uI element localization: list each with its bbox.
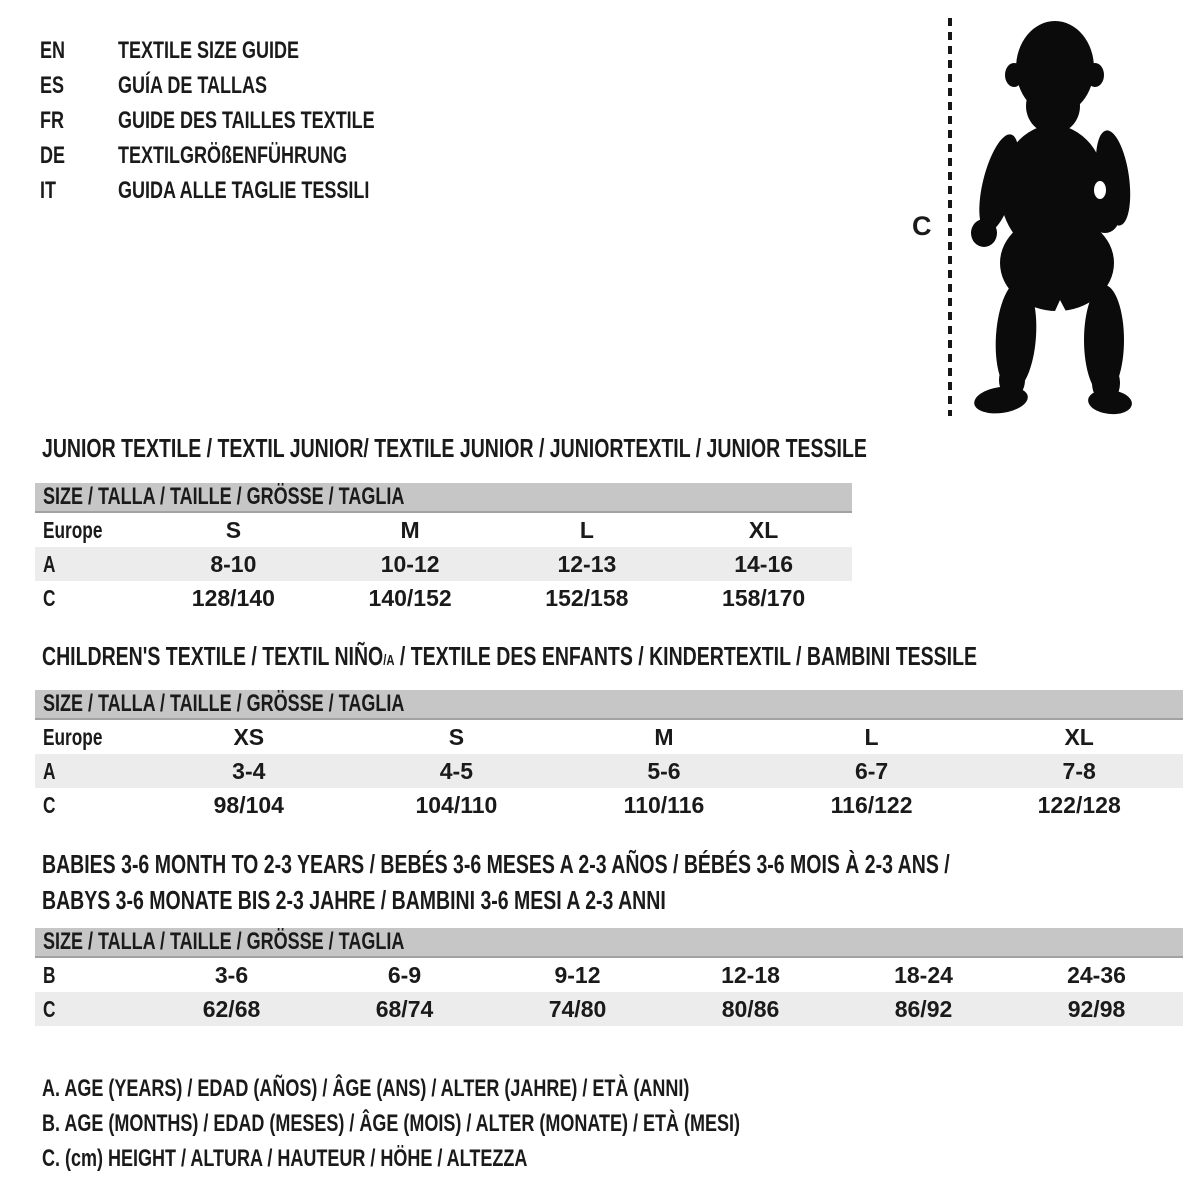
height-value: 110/116 xyxy=(623,792,705,818)
age-value: 3-6 xyxy=(214,962,249,988)
language-code: FR xyxy=(40,107,64,134)
size-value: M xyxy=(654,724,674,750)
height-value: 86/92 xyxy=(894,996,953,1022)
height-value: 74/80 xyxy=(548,996,607,1022)
table-row-height xyxy=(35,788,1183,822)
table-row-europe xyxy=(35,720,1183,754)
age-value: 6-9 xyxy=(387,962,422,988)
age-value: 5-6 xyxy=(647,758,681,784)
age-value: 12-13 xyxy=(557,551,617,577)
height-value: 152/158 xyxy=(545,585,629,611)
table-row-europe xyxy=(35,513,852,547)
language-code: EN xyxy=(40,37,66,64)
height-value: 140/152 xyxy=(368,585,452,611)
height-value: 104/110 xyxy=(415,792,498,818)
age-value: 12-18 xyxy=(721,962,780,988)
age-value: 9-12 xyxy=(554,962,601,988)
legend-age-months: B. AGE (MONTHS) / EDAD (MESES) / ÂGE (MOIS) / ALTER (MONATE) / ETÀ (MESI) xyxy=(42,1110,740,1137)
legend-height-cm: C. (cm) HEIGHT / ALTURA / HAUTEUR / HÖHE / ALTEZZA xyxy=(42,1145,528,1172)
height-dashed-line xyxy=(948,18,952,416)
age-value: 7-8 xyxy=(1062,758,1096,784)
language-code: DE xyxy=(40,142,66,169)
row-label: A xyxy=(43,758,56,784)
age-value: 10-12 xyxy=(380,551,440,577)
table-row-age xyxy=(35,547,852,581)
age-value: 4-5 xyxy=(439,758,474,784)
size-value: S xyxy=(448,724,465,750)
table-row-age-months xyxy=(35,958,1183,992)
legend xyxy=(42,1071,973,1176)
age-value: 24-36 xyxy=(1067,962,1126,988)
row-label: A xyxy=(43,551,56,577)
table-row-height xyxy=(35,581,852,615)
language-row xyxy=(40,68,460,103)
height-value: 116/122 xyxy=(830,792,913,818)
height-value: 158/170 xyxy=(722,585,806,611)
guide-title: GUIDA ALLE TAGLIE TESSILI xyxy=(118,177,370,204)
guide-title: TEXTILGRÖßENFÜHRUNG xyxy=(118,142,347,169)
guide-title: GUIDE DES TAILLES TEXTILE xyxy=(118,107,375,134)
height-value: 68/74 xyxy=(375,996,434,1022)
size-value: L xyxy=(864,724,879,750)
size-value: XS xyxy=(233,724,265,750)
age-value: 18-24 xyxy=(894,962,953,988)
legend-age-years: A. AGE (YEARS) / EDAD (AÑOS) / ÂGE (ANS) / ALTER (JAHRE) / ETÀ (ANNI) xyxy=(42,1075,690,1102)
section-title-junior: JUNIOR TEXTILE / TEXTIL JUNIOR/ TEXTILE JUNIOR / JUNIORTEXTIL / JUNIOR TESSILE xyxy=(42,433,867,463)
age-value: 14-16 xyxy=(734,551,794,577)
table-header: SIZE / TALLA / TAILLE / GRÖSSE / TAGLIA xyxy=(35,928,1183,958)
height-value: 62/68 xyxy=(202,996,261,1022)
language-row xyxy=(40,33,460,68)
language-row xyxy=(40,138,460,173)
row-label: Europe xyxy=(43,724,103,750)
size-value: M xyxy=(400,517,420,543)
language-code: IT xyxy=(40,177,56,204)
guide-title: TEXTILE SIZE GUIDE xyxy=(118,37,300,64)
height-value: 80/86 xyxy=(721,996,780,1022)
guide-title: GUÍA DE TALLAS xyxy=(118,72,267,99)
table-header: SIZE / TALLA / TAILLE / GRÖSSE / TAGLIA xyxy=(35,483,852,513)
height-value: 122/128 xyxy=(1037,792,1121,818)
table-row-age xyxy=(35,754,1183,788)
junior-size-table xyxy=(35,483,852,615)
children-size-table xyxy=(35,690,1183,822)
row-label: C xyxy=(43,996,56,1022)
language-row xyxy=(40,173,460,208)
table-row-height xyxy=(35,992,1183,1026)
size-value: XL xyxy=(1064,724,1094,750)
height-value: 128/140 xyxy=(191,585,275,611)
size-value: L xyxy=(579,517,594,543)
row-label: C xyxy=(43,585,56,611)
row-label: B xyxy=(43,962,56,988)
height-value: 92/98 xyxy=(1067,996,1126,1022)
nino-a-subscript: /A xyxy=(383,652,395,669)
toddler-silhouette xyxy=(958,18,1138,418)
language-row xyxy=(40,103,460,138)
babies-size-table xyxy=(35,928,1183,1026)
age-value: 3-4 xyxy=(232,758,266,784)
size-value: XL xyxy=(748,517,779,543)
language-list xyxy=(40,33,460,208)
section-title-children: CHILDREN'S TEXTILE / TEXTIL NIÑO/A / TEXTILE DES ENFANTS / KINDERTEXTIL / BAMBINI TESSILE xyxy=(42,641,977,671)
age-value: 6-7 xyxy=(854,758,889,784)
language-code: ES xyxy=(40,72,65,99)
age-value: 8-10 xyxy=(210,551,257,577)
section-title-babies: BABIES 3-6 MONTH TO 2-3 YEARS / BEBÉS 3-6 MESES A 2-3 AÑOS / BÉBÉS 3-6 MOIS À 2-3 ANS / BABYS 3-6 MONATE BIS 2-3 JAHRE / BAMBINI 3-6 MESI A 2-3 ANNI xyxy=(42,849,950,915)
height-measure-label: C xyxy=(912,211,932,241)
size-value: S xyxy=(225,517,242,543)
row-label: Europe xyxy=(43,517,103,543)
height-value: 98/104 xyxy=(213,792,284,818)
row-label: C xyxy=(43,792,56,818)
table-header: SIZE / TALLA / TAILLE / GRÖSSE / TAGLIA xyxy=(35,690,1183,720)
